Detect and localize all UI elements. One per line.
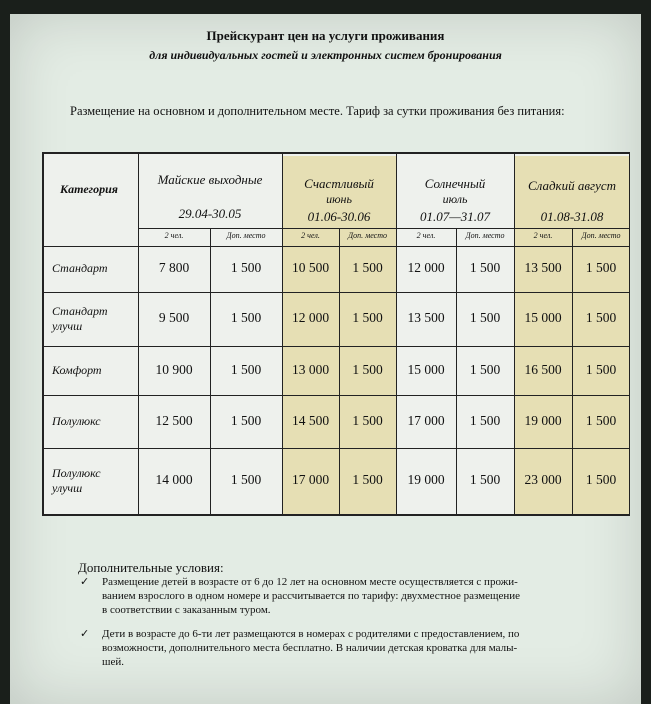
condition-line: шей. xyxy=(102,656,124,668)
condition-line: возможности, дополнительного места бесплатно. В наличии детская кроватка для малы- xyxy=(102,642,518,654)
price-extra-bed: 1 500 xyxy=(230,260,262,275)
condition-line: Размещение детей в возрасте от 6 до 12 лет на основном месте осуществляется с прожи- xyxy=(102,576,518,588)
period-july-name-line2: июль xyxy=(442,192,468,206)
price-2-persons: 10 900 xyxy=(155,361,193,377)
price-extra-bed: 1 500 xyxy=(352,260,383,275)
hline-rows-top xyxy=(42,395,630,396)
price-extra-bed: 1 500 xyxy=(352,361,383,377)
sub-header-2-persons: 2 чел. xyxy=(301,231,320,240)
checkmark-icon: ✓ xyxy=(80,628,90,640)
period-may-dates: 29.04-30.05 xyxy=(178,206,242,221)
price-table xyxy=(42,152,630,515)
row-category-line2: улучш xyxy=(52,481,83,495)
price-2-persons: 7 800 xyxy=(158,260,190,275)
price-2-persons: 12 000 xyxy=(291,310,330,325)
condition-line: Дети в возрасте до 6-ти лет размещаются в номерах с родителями с предоставлением, по xyxy=(102,628,520,640)
category-header: Категория xyxy=(60,182,118,196)
row-category: Стандарт xyxy=(52,261,108,275)
sub-header-extra-bed: Доп. место xyxy=(465,231,505,240)
price-extra-bed: 1 500 xyxy=(585,310,617,325)
price-2-persons: 19 000 xyxy=(524,412,562,428)
price-2-persons: 17 000 xyxy=(407,412,445,428)
price-2-persons: 14 500 xyxy=(291,412,330,428)
row-category: Комфорт xyxy=(52,362,102,377)
checkmark-icon: ✓ xyxy=(80,576,90,588)
price-extra-bed: 1 500 xyxy=(469,260,501,275)
row-category-line2: улучш xyxy=(52,319,83,333)
price-2-persons: 10 500 xyxy=(291,260,330,275)
price-extra-bed: 1 500 xyxy=(469,412,501,428)
price-2-persons: 15 000 xyxy=(524,310,562,325)
price-2-persons: 13 500 xyxy=(407,310,445,325)
document-subtitle: для индивидуальных гостей и электронных систем бронирования xyxy=(149,48,502,62)
price-2-persons: 12 500 xyxy=(155,412,193,428)
tariff-intro: Размещение на основном и дополнительном месте. Тариф за сутки проживания без питания: xyxy=(70,104,565,118)
period-june-name-line2: июнь xyxy=(326,192,352,206)
price-2-persons: 19 000 xyxy=(407,472,445,487)
price-2-persons: 23 000 xyxy=(524,472,562,487)
price-extra-bed: 1 500 xyxy=(585,260,617,275)
condition-line: в соответствии с заказанным туром. xyxy=(102,604,271,616)
price-extra-bed: 1 500 xyxy=(585,361,617,377)
price-extra-bed: 1 500 xyxy=(585,412,617,428)
price-extra-bed: 1 500 xyxy=(230,412,262,428)
period-may-name: Майские выходные xyxy=(157,172,263,187)
row-category: Полулюкс xyxy=(52,466,101,480)
price-extra-bed: 1 500 xyxy=(352,412,383,428)
period-june-dates: 01.06-30.06 xyxy=(307,209,371,224)
hline-sub-header-top xyxy=(138,228,630,229)
price-2-persons: 15 000 xyxy=(407,361,445,377)
period-august-name: Сладкий август xyxy=(527,178,617,193)
price-2-persons: 14 000 xyxy=(155,472,193,487)
sub-header-2-persons: 2 чел. xyxy=(416,231,436,240)
price-extra-bed: 1 500 xyxy=(469,310,501,325)
price-2-persons: 13 000 xyxy=(291,361,330,377)
price-2-persons: 9 500 xyxy=(158,310,190,325)
sub-header-2-persons: 2 чел. xyxy=(533,231,553,240)
sub-header-2-persons: 2 чел. xyxy=(164,231,184,240)
condition-line: ванием взрослого в одном номере и рассчитывается по тарифу: двухместное размещение xyxy=(102,590,521,602)
price-2-persons: 16 500 xyxy=(524,361,562,377)
price-extra-bed: 1 500 xyxy=(469,472,501,487)
price-extra-bed: 1 500 xyxy=(230,472,262,487)
conditions-title: Дополнительные условия: xyxy=(78,560,224,575)
document-title: Прейскурант цен на услуги проживания xyxy=(206,28,445,43)
sub-header-extra-bed: Доп. место xyxy=(348,231,387,240)
price-extra-bed: 1 500 xyxy=(230,361,262,377)
sub-header-extra-bed: Доп. место xyxy=(226,231,266,240)
price-extra-bed: 1 500 xyxy=(352,472,383,487)
period-august-dates: 01.08-31.08 xyxy=(540,209,604,224)
row-category: Стандарт xyxy=(52,304,108,318)
period-july-name-line1: Солнечный xyxy=(424,176,486,191)
price-2-persons: 12 000 xyxy=(407,260,445,275)
price-2-persons: 17 000 xyxy=(291,472,330,487)
period-june-name-line1: Счастливый xyxy=(304,176,374,191)
price-extra-bed: 1 500 xyxy=(352,310,383,325)
price-extra-bed: 1 500 xyxy=(230,310,262,325)
period-july-dates: 01.07—31.07 xyxy=(419,209,491,224)
row-category: Полулюкс xyxy=(52,413,101,428)
sub-header-extra-bed: Доп. место xyxy=(581,231,621,240)
price-2-persons: 13 500 xyxy=(524,260,562,275)
price-extra-bed: 1 500 xyxy=(585,472,617,487)
price-extra-bed: 1 500 xyxy=(469,361,501,377)
